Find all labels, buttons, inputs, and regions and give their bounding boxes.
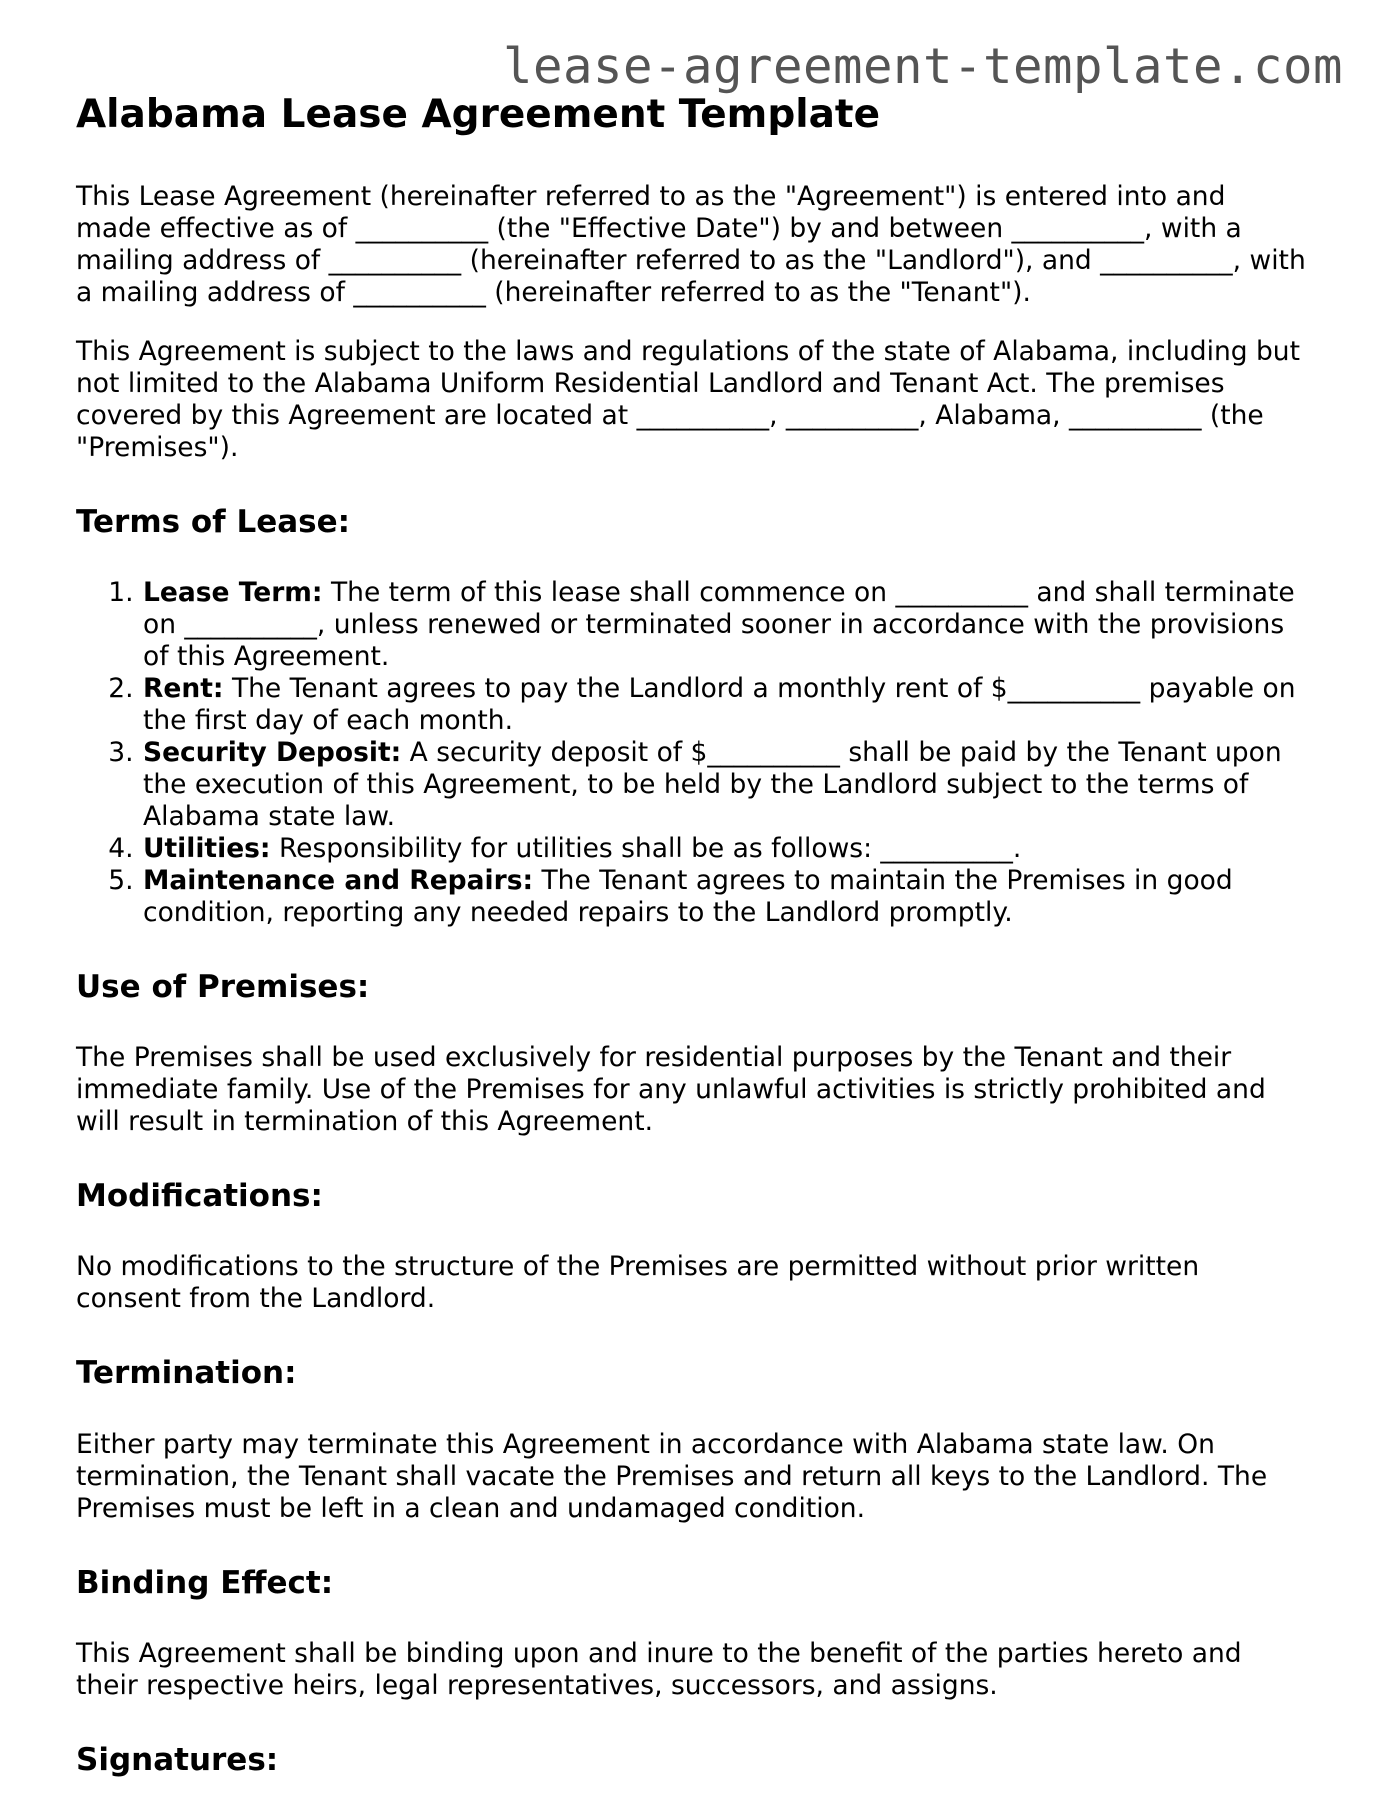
section-text-termination: Either party may terminate this Agreement in accordance with Alabama state law. On termination, the Tenant shall vacate the Premises and return all keys to the Landlord. The Premises must be left in a clean and undamaged condition.: [76, 1428, 1268, 1524]
section-heading-binding-effect: Binding Effect:: [76, 1564, 334, 1601]
terms-item-label: Rent:: [143, 672, 224, 704]
section-heading-signatures: Signatures:: [76, 1741, 279, 1778]
terms-item-text: The Tenant agrees to pay the Landlord a monthly rent of $__________ payable on the first day of each month.: [143, 672, 1296, 736]
terms-item-lease-term: [142, 577, 1306, 673]
section-heading-use-of-premises: Use of Premises:: [76, 968, 370, 1005]
terms-item-text: Responsibility for utilities shall be as follows: __________.: [270, 832, 1022, 864]
terms-item-maintenance: [142, 865, 1306, 929]
intro-paragraph-parties: This Lease Agreement (hereinafter referred to as the "Agreement") is entered into and made effective as of __________ (the "Effective Date") by and between __________, with a mailing address of __________ (hereinafter referred to as the "Landlord"), and __________, with a mailing address of __________ (hereinafter referred to as the "Tenant").: [76, 180, 1306, 308]
section-heading-terms: Terms of Lease:: [76, 503, 351, 540]
terms-item-label: Lease Term:: [143, 576, 323, 608]
watermark: lease-agreement-template.com: [502, 38, 1343, 95]
intro-paragraph-premises: This Agreement is subject to the laws and regulations of the state of Alabama, including but not limited to the Alabama Uniform Residential Landlord and Tenant Act. The premises covered by this Agreement are located at __________, __________, Alabama, __________ (the "Premises").: [76, 335, 1300, 463]
section-heading-termination: Termination:: [76, 1355, 297, 1392]
section-text-binding-effect: This Agreement shall be binding upon and inure to the benefit of the parties hereto and their respective heirs, legal representatives, successors, and assigns.: [76, 1637, 1242, 1701]
terms-item-utilities: [142, 833, 1306, 865]
document-page: [76, 92, 1306, 1815]
section-heading-modifications: Modifications:: [76, 1178, 323, 1215]
section-text-use-of-premises: The Premises shall be used exclusively for residential purposes by the Tenant and their immediate family. Use of the Premises for any unlawful activities is strictly prohibited and will result in termination of this Agreement.: [76, 1042, 1266, 1138]
terms-list: [76, 577, 1306, 929]
terms-item-security-deposit: [142, 737, 1306, 833]
terms-item-rent: [142, 673, 1306, 737]
terms-item-text: The term of this lease shall commence on __________ and shall terminate on __________, unless renewed or terminated sooner in accordance with the provisions of this Agreement.: [143, 576, 1295, 672]
document-title: Alabama Lease Agreement Template: [76, 92, 881, 137]
terms-item-label: Utilities:: [143, 832, 271, 864]
terms-item-label: Security Deposit:: [143, 736, 402, 768]
terms-item-text: The Tenant agrees to maintain the Premises in good condition, reporting any needed repairs to the Landlord promptly.: [143, 864, 1233, 928]
terms-item-label: Maintenance and Repairs:: [143, 864, 534, 896]
terms-item-text: A security deposit of $__________ shall be paid by the Tenant upon the execution of this Agreement, to be held by the Landlord subject to the terms of Alabama state law.: [143, 736, 1282, 832]
section-text-modifications: No modifications to the structure of the Premises are permitted without prior written consent from the Landlord.: [76, 1251, 1200, 1315]
